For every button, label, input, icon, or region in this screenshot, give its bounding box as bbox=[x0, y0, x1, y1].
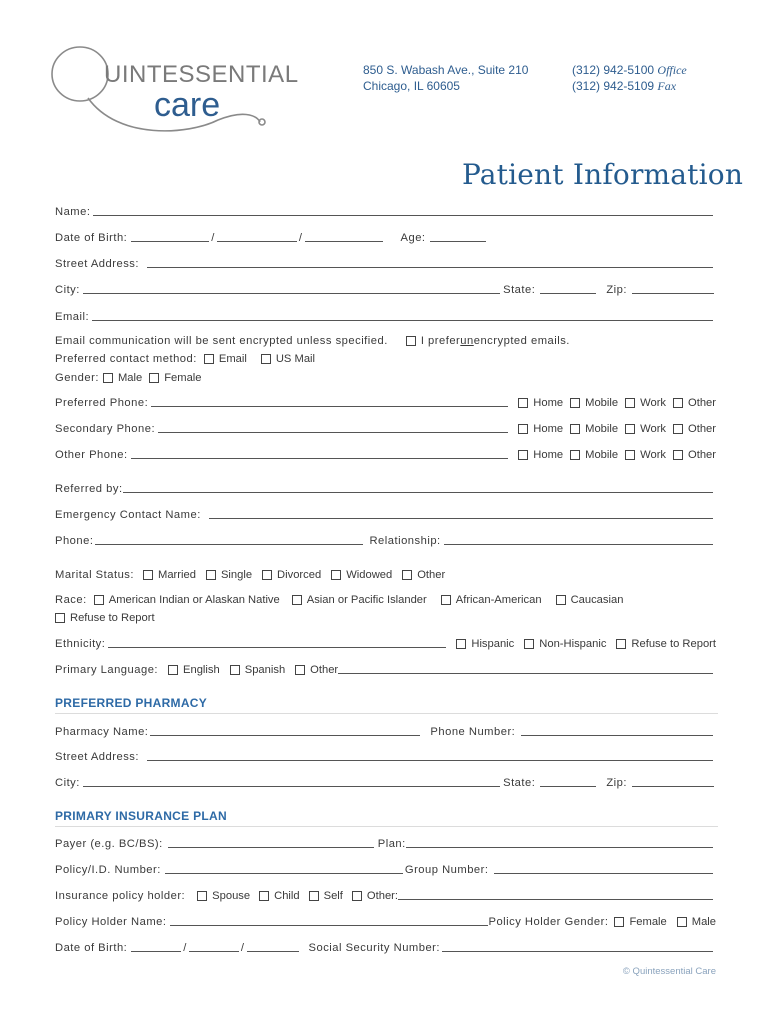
referred-label: Referred by: bbox=[55, 483, 123, 495]
group-field[interactable] bbox=[494, 862, 713, 874]
holder-spouse-checkbox[interactable]: Spouse bbox=[197, 890, 250, 902]
gender-female-checkbox[interactable]: Female bbox=[149, 372, 201, 384]
pharmacy-name-row bbox=[55, 722, 716, 738]
holder-name-row bbox=[55, 912, 716, 928]
email-field[interactable] bbox=[92, 309, 713, 321]
pharmacy-state-label: State: bbox=[503, 777, 536, 789]
sec-mobile-checkbox[interactable]: Mobile bbox=[570, 423, 618, 435]
email-note: Email communication will be sent encrypted unless specified. bbox=[55, 335, 388, 347]
gender-row bbox=[55, 368, 716, 384]
race-row bbox=[55, 590, 716, 606]
language-label: Primary Language: bbox=[55, 664, 159, 676]
street-field[interactable] bbox=[147, 256, 713, 268]
pharmacy-phone-label: Phone Number: bbox=[430, 726, 516, 738]
secondary-phone-field[interactable] bbox=[158, 421, 508, 433]
payer-label: Payer (e.g. BC/BS): bbox=[55, 838, 163, 850]
holder-row bbox=[55, 886, 716, 902]
email-label: Email: bbox=[55, 311, 90, 323]
zip-label: Zip: bbox=[606, 284, 627, 296]
pharmacy-state-field[interactable] bbox=[540, 775, 596, 787]
language-other-field[interactable] bbox=[338, 662, 713, 674]
plan-label: Plan: bbox=[377, 838, 406, 850]
dob-row: Date of Birth: / / Age: bbox=[55, 228, 716, 244]
relationship-label: Relationship: bbox=[369, 535, 441, 547]
oth-home-checkbox[interactable]: Home bbox=[518, 449, 563, 461]
contact-email-checkbox[interactable]: Email bbox=[204, 353, 247, 365]
sec-work-checkbox[interactable]: Work bbox=[625, 423, 666, 435]
other-phone-label: Other Phone: bbox=[55, 449, 128, 461]
holder-gender-label: Policy Holder Gender: bbox=[488, 916, 609, 928]
holder-dob-day-field[interactable] bbox=[189, 940, 239, 952]
svg-text:care: care bbox=[154, 86, 221, 124]
preferred-phone-field[interactable] bbox=[151, 395, 508, 407]
preferred-phone-label: Preferred Phone: bbox=[55, 397, 149, 409]
emergency-phone-field[interactable] bbox=[95, 533, 363, 545]
holder-name-label: Policy Holder Name: bbox=[55, 916, 167, 928]
copyright-footer: © Quintessential Care bbox=[622, 966, 716, 977]
age-field[interactable] bbox=[430, 230, 486, 242]
office-phone: (312) 942-5100 Office bbox=[572, 63, 687, 77]
pharmacy-street-field[interactable] bbox=[147, 749, 713, 761]
ssn-label: Social Security Number: bbox=[308, 942, 441, 954]
divorced-checkbox[interactable]: Divorced bbox=[262, 569, 321, 581]
quintessential-care-logo bbox=[48, 40, 318, 140]
referred-field[interactable] bbox=[123, 481, 713, 493]
race-asian-checkbox[interactable]: Asian or Pacific Islander bbox=[292, 594, 427, 606]
marital-other-checkbox[interactable]: Other bbox=[402, 569, 445, 581]
email-note-row bbox=[55, 331, 716, 347]
single-checkbox[interactable]: Single bbox=[206, 569, 252, 581]
holder-dob-row: Date of Birth: / / Social Security Number: bbox=[55, 938, 716, 954]
sec-other-checkbox[interactable]: Other bbox=[673, 423, 716, 435]
city-field[interactable] bbox=[83, 282, 500, 294]
pharmacy-street-row bbox=[55, 747, 716, 763]
emergency-row bbox=[55, 505, 716, 521]
pharmacy-name-label: Pharmacy Name: bbox=[55, 726, 149, 738]
holder-self-checkbox[interactable]: Self bbox=[309, 890, 343, 902]
referred-row bbox=[55, 479, 716, 495]
gender-label: Gender: bbox=[55, 372, 99, 384]
secondary-phone-row bbox=[55, 419, 716, 435]
pharmacy-city-row bbox=[55, 773, 716, 789]
name-row bbox=[55, 202, 716, 218]
holder-label: Insurance policy holder: bbox=[55, 890, 186, 902]
name-field[interactable] bbox=[93, 204, 713, 216]
race-afam-checkbox[interactable]: African-American bbox=[441, 594, 542, 606]
street-label: Street Address: bbox=[55, 258, 139, 270]
emergency-label: Emergency Contact Name: bbox=[55, 509, 201, 521]
ethnicity-label: Ethnicity: bbox=[55, 638, 106, 650]
email-row bbox=[55, 307, 716, 323]
street-row bbox=[55, 254, 716, 270]
dob-label: Date of Birth: bbox=[55, 232, 128, 244]
pharmacy-city-field[interactable] bbox=[83, 775, 500, 787]
holder-female-checkbox[interactable]: Female bbox=[614, 916, 666, 928]
pref-home-checkbox[interactable]: Home bbox=[518, 397, 563, 409]
holder-name-field[interactable] bbox=[170, 914, 488, 926]
pharmacy-zip-field[interactable] bbox=[632, 775, 714, 787]
address-line-1: 850 S. Wabash Ave., Suite 210 bbox=[363, 63, 529, 77]
pharmacy-phone-field[interactable] bbox=[521, 724, 713, 736]
state-label: State: bbox=[503, 284, 536, 296]
age-label: Age: bbox=[400, 232, 426, 244]
unencrypted-checkbox[interactable]: I prefer un encrypted emails. bbox=[406, 335, 570, 347]
holder-dob-label: Date of Birth: bbox=[55, 942, 128, 954]
race-label: Race: bbox=[55, 594, 87, 606]
fax-number: (312) 942-5109 Fax bbox=[572, 79, 677, 93]
zip-field[interactable] bbox=[632, 282, 714, 294]
pharmacy-zip-label: Zip: bbox=[606, 777, 627, 789]
city-label: City: bbox=[55, 284, 80, 296]
policy-field[interactable] bbox=[165, 862, 403, 874]
holder-other-checkbox[interactable]: Other: bbox=[352, 890, 398, 902]
pharmacy-street-label: Street Address: bbox=[55, 751, 139, 763]
ethnicity-field[interactable] bbox=[108, 636, 446, 648]
sec-home-checkbox[interactable]: Home bbox=[518, 423, 563, 435]
race-amerind-checkbox[interactable]: American Indian or Alaskan Native bbox=[94, 594, 280, 606]
pharmacy-name-field[interactable] bbox=[150, 724, 420, 736]
preferred-phone-row bbox=[55, 393, 716, 409]
payer-row bbox=[55, 834, 716, 850]
dob-day-field[interactable] bbox=[217, 230, 297, 242]
language-other-checkbox[interactable]: Other bbox=[295, 664, 338, 676]
oth-mobile-checkbox[interactable]: Mobile bbox=[570, 449, 618, 461]
race-refuse-checkbox[interactable]: Refuse to Report bbox=[55, 612, 155, 624]
race-caucasian-checkbox[interactable]: Caucasian bbox=[556, 594, 624, 606]
insurance-heading: PRIMARY INSURANCE PLAN bbox=[55, 809, 227, 823]
marital-label: Marital Status: bbox=[55, 569, 135, 581]
pharmacy-heading: PREFERRED PHARMACY bbox=[55, 696, 208, 710]
nonhispanic-checkbox[interactable]: Non-Hispanic bbox=[524, 638, 606, 650]
marital-row bbox=[55, 565, 716, 581]
emergency-field[interactable] bbox=[209, 507, 713, 519]
page-title: Patient Information bbox=[462, 158, 744, 191]
holder-child-checkbox[interactable]: Child bbox=[259, 890, 300, 902]
pref-other-checkbox[interactable]: Other bbox=[673, 397, 716, 409]
married-checkbox[interactable]: Married bbox=[143, 569, 196, 581]
oth-other-checkbox[interactable]: Other bbox=[673, 449, 716, 461]
policy-row bbox=[55, 860, 716, 876]
dob-month-field[interactable] bbox=[131, 230, 209, 242]
state-field[interactable] bbox=[540, 282, 596, 294]
relationship-field[interactable] bbox=[444, 533, 713, 545]
dob-year-field[interactable] bbox=[305, 230, 383, 242]
emergency-phone-label: Phone: bbox=[55, 535, 94, 547]
ethnicity-row bbox=[55, 634, 716, 650]
plan-field[interactable] bbox=[406, 836, 713, 848]
insurance-divider bbox=[55, 826, 718, 827]
holder-male-checkbox[interactable]: Male bbox=[677, 916, 716, 928]
english-checkbox[interactable]: English bbox=[168, 664, 220, 676]
language-row bbox=[55, 660, 716, 676]
secondary-phone-label: Secondary Phone: bbox=[55, 423, 156, 435]
hispanic-checkbox[interactable]: Hispanic bbox=[456, 638, 514, 650]
gender-male-checkbox[interactable]: Male bbox=[103, 372, 142, 384]
payer-field[interactable] bbox=[168, 836, 374, 848]
pharmacy-city-label: City: bbox=[55, 777, 80, 789]
holder-other-field[interactable] bbox=[398, 888, 713, 900]
group-label: Group Number: bbox=[404, 864, 489, 876]
clinic-phones bbox=[572, 62, 687, 94]
other-phone-field[interactable] bbox=[131, 447, 509, 459]
holder-dob-month-field[interactable] bbox=[131, 940, 181, 952]
clinic-address bbox=[363, 62, 528, 94]
ssn-field[interactable] bbox=[442, 940, 713, 952]
contact-usmail-checkbox[interactable]: US Mail bbox=[261, 353, 315, 365]
emergency-phone-row bbox=[55, 531, 716, 547]
contact-method-row bbox=[55, 349, 716, 365]
holder-dob-year-field[interactable] bbox=[247, 940, 299, 952]
svg-text:UINTESSENTIAL: UINTESSENTIAL bbox=[104, 61, 299, 88]
name-label: Name: bbox=[55, 206, 91, 218]
ethnicity-refuse-checkbox[interactable]: Refuse to Report bbox=[616, 638, 716, 650]
pref-mobile-checkbox[interactable]: Mobile bbox=[570, 397, 618, 409]
address-line-2: Chicago, IL 60605 bbox=[363, 79, 460, 93]
pref-work-checkbox[interactable]: Work bbox=[625, 397, 666, 409]
oth-work-checkbox[interactable]: Work bbox=[625, 449, 666, 461]
city-row bbox=[55, 280, 716, 296]
policy-label: Policy/I.D. Number: bbox=[55, 864, 161, 876]
widowed-checkbox[interactable]: Widowed bbox=[331, 569, 392, 581]
contact-method-label: Preferred contact method: bbox=[55, 353, 197, 365]
race-refuse-row bbox=[55, 608, 716, 624]
spanish-checkbox[interactable]: Spanish bbox=[230, 664, 285, 676]
pharmacy-divider bbox=[55, 713, 718, 714]
other-phone-row bbox=[55, 445, 716, 461]
